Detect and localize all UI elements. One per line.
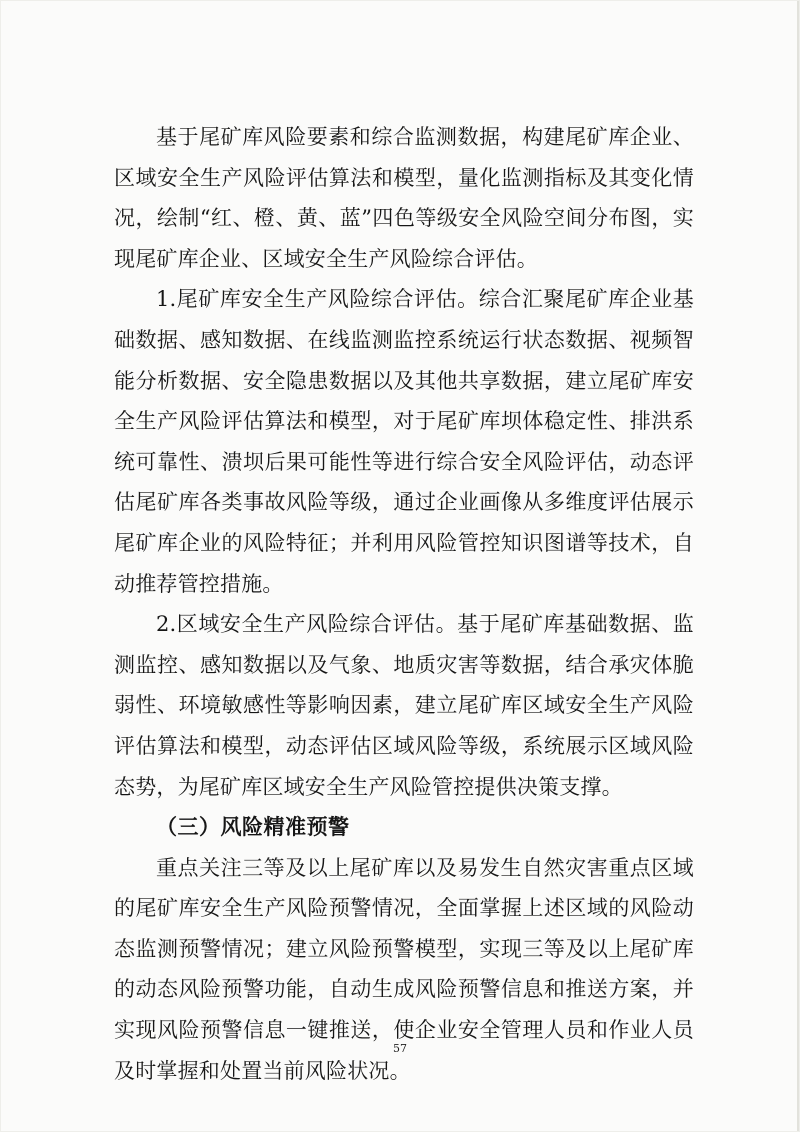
paragraph-tailings-enterprise-assessment: 1.尾矿库安全生产风险综合评估。综合汇聚尾矿库企业基础数据、感知数据、在线监测监控系统运行状态数据、视频智能分析数据、安全隐患数据以及其他共享数据，建立尾矿库安全生产风险评估算法和模型，对于尾矿库坝体稳定性、排洪系统可靠性、溃坝后果可能性等进行综合安全风险评估，动态评估尾矿库各类事故风险等级，通过企业画像从多维度评估展示尾矿库企业的风险特征；并利用风险管控知识图谱等技术，自动推荐管控措施。 <box>114 287 694 596</box>
document-body <box>114 117 694 1091</box>
paragraph-risk-assessment-intro: 基于尾矿库风险要素和综合监测数据，构建尾矿库企业、区域安全生产风险评估算法和模型，量化监测指标及其变化情况，绘制“红、橙、黄、蓝”四色等级安全风险空间分布图，实现尾矿库企业、区域安全生产风险综合评估。 <box>114 125 694 271</box>
paragraph-regional-assessment: 2.区域安全生产风险综合评估。基于尾矿库基础数据、监测监控、感知数据以及气象、地质灾害等数据，结合承灾体脆弱性、环境敏感性等影响因素，建立尾矿库区域安全生产风险评估算法和模型，动态评估区域风险等级，系统展示区域风险态势，为尾矿库区域安全生产风险管控提供决策支撑。 <box>114 612 694 799</box>
page-number: 57 <box>393 1042 407 1055</box>
section-heading-risk-warning: （三）风险精准预警 <box>156 815 350 840</box>
paragraph-risk-warning: 重点关注三等及以上尾矿库以及易发生自然灾害重点区域的尾矿库安全生产风险预警情况，全面掌握上述区域的风险动态监测预警情况；建立风险预警模型，实现三等及以上尾矿库的动态风险预警功能，自动生成风险预警信息和推送方案，并实现风险预警信息一键推送，使企业安全管理人员和作业人员及时掌握和处置当前风险状况。 <box>114 855 694 1083</box>
